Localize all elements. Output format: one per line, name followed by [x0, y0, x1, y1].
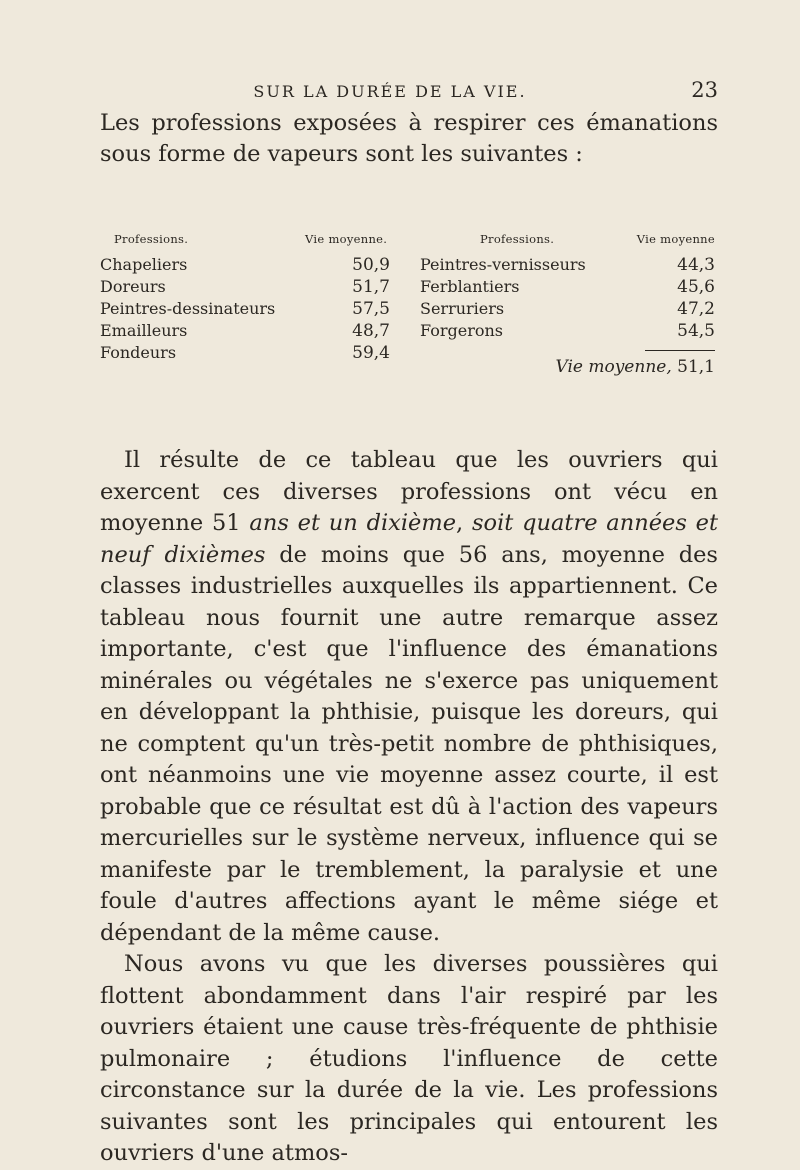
average-label: Vie moyenne, [555, 357, 672, 377]
table-row [420, 298, 715, 320]
header-vie-moyenne: Vie moyenne. [305, 232, 388, 246]
page-number: 23 [691, 78, 718, 102]
profession-value: 50,9 [352, 255, 390, 275]
profession-name: Fondeurs [100, 343, 177, 362]
table-row [420, 320, 715, 342]
profession-value: 47,2 [677, 299, 715, 319]
running-head: SUR LA DURÉE DE LA VIE. [253, 82, 527, 101]
profession-name: Chapeliers [100, 255, 188, 274]
profession-value: 51,7 [352, 277, 390, 297]
profession-value: 59,4 [352, 343, 390, 363]
intro-paragraph: Les professions exposées à respirer ces émanations sous forme de vapeurs sont les suivantes : [100, 110, 718, 167]
average-line [555, 357, 715, 377]
table-row [420, 254, 715, 276]
header-professions: Professions. [114, 232, 189, 246]
table-row [100, 342, 390, 364]
header-vie-moyenne: Vie moyenne [636, 232, 715, 246]
life-expectancy-table [100, 232, 715, 382]
paragraph-dust: Nous avons vu que les diverses poussières qui flottent abondamment dans l'air respiré par les ouvriers étaient une cause très-fréquente de phthisie pulmonaire ; étudions l'influence de cette circonstance sur la durée de la vie. Les professions suivantes sont les principales qui entourent les ouvriers d'une atmos- [100, 951, 718, 1166]
profession-name: Ferblantiers [420, 277, 520, 296]
paragraph-result [100, 445, 718, 949]
table-row [420, 276, 715, 298]
profession-value: 57,5 [352, 299, 390, 319]
profession-name: Emailleurs [100, 321, 188, 340]
profession-value: 45,6 [677, 277, 715, 297]
header-professions: Professions. [480, 232, 555, 246]
profession-name: Peintres-vernisseurs [420, 255, 586, 274]
sum-rule [645, 350, 715, 351]
profession-name: Doreurs [100, 277, 166, 296]
table-row [100, 276, 390, 298]
paragraph-text: de moins que 56 ans, moyenne des classes industrielles auxquelles ils appartiennent. Ce tableau nous fournit une autre remarque assez importante, c'est que l'influence des émanations minérales ou végétales ne s'exerce pas uniquement en développant la phthisie, puisque les doreurs, qui ne comptent qu'un très-petit nombre de phthisiques, ont néanmoins une vie moyenne assez courte, il est probable que ce résultat est dû à l'action des vapeurs mercurielles sur le système nerveux, influence qui se manifeste par le tremblement, la paralysie et une foule d'autres affections ayant le même siége et dépendant de la même cause. [100, 541, 718, 946]
profession-name: Serruriers [420, 299, 505, 318]
italic-text: soit quatre années et neuf dixièmes [100, 510, 719, 568]
profession-name: Forgerons [420, 321, 504, 340]
table-row [100, 254, 390, 276]
profession-value: 54,5 [677, 321, 715, 341]
paragraph-text: , [456, 510, 472, 536]
body-text [100, 445, 718, 1170]
profession-name: Peintres-dessinateurs [100, 299, 276, 318]
paragraph-text: Il résulte de ce tableau que les ouvriers qui exercent ces diverses professions ont vécu en moyenne 51 [100, 447, 718, 536]
profession-value: 48,7 [352, 321, 390, 341]
italic-text: ans et un dixième [249, 510, 457, 536]
average-value: 51,1 [677, 357, 715, 377]
profession-value: 44,3 [677, 255, 715, 275]
table-row [100, 298, 390, 320]
table-row [100, 320, 390, 342]
